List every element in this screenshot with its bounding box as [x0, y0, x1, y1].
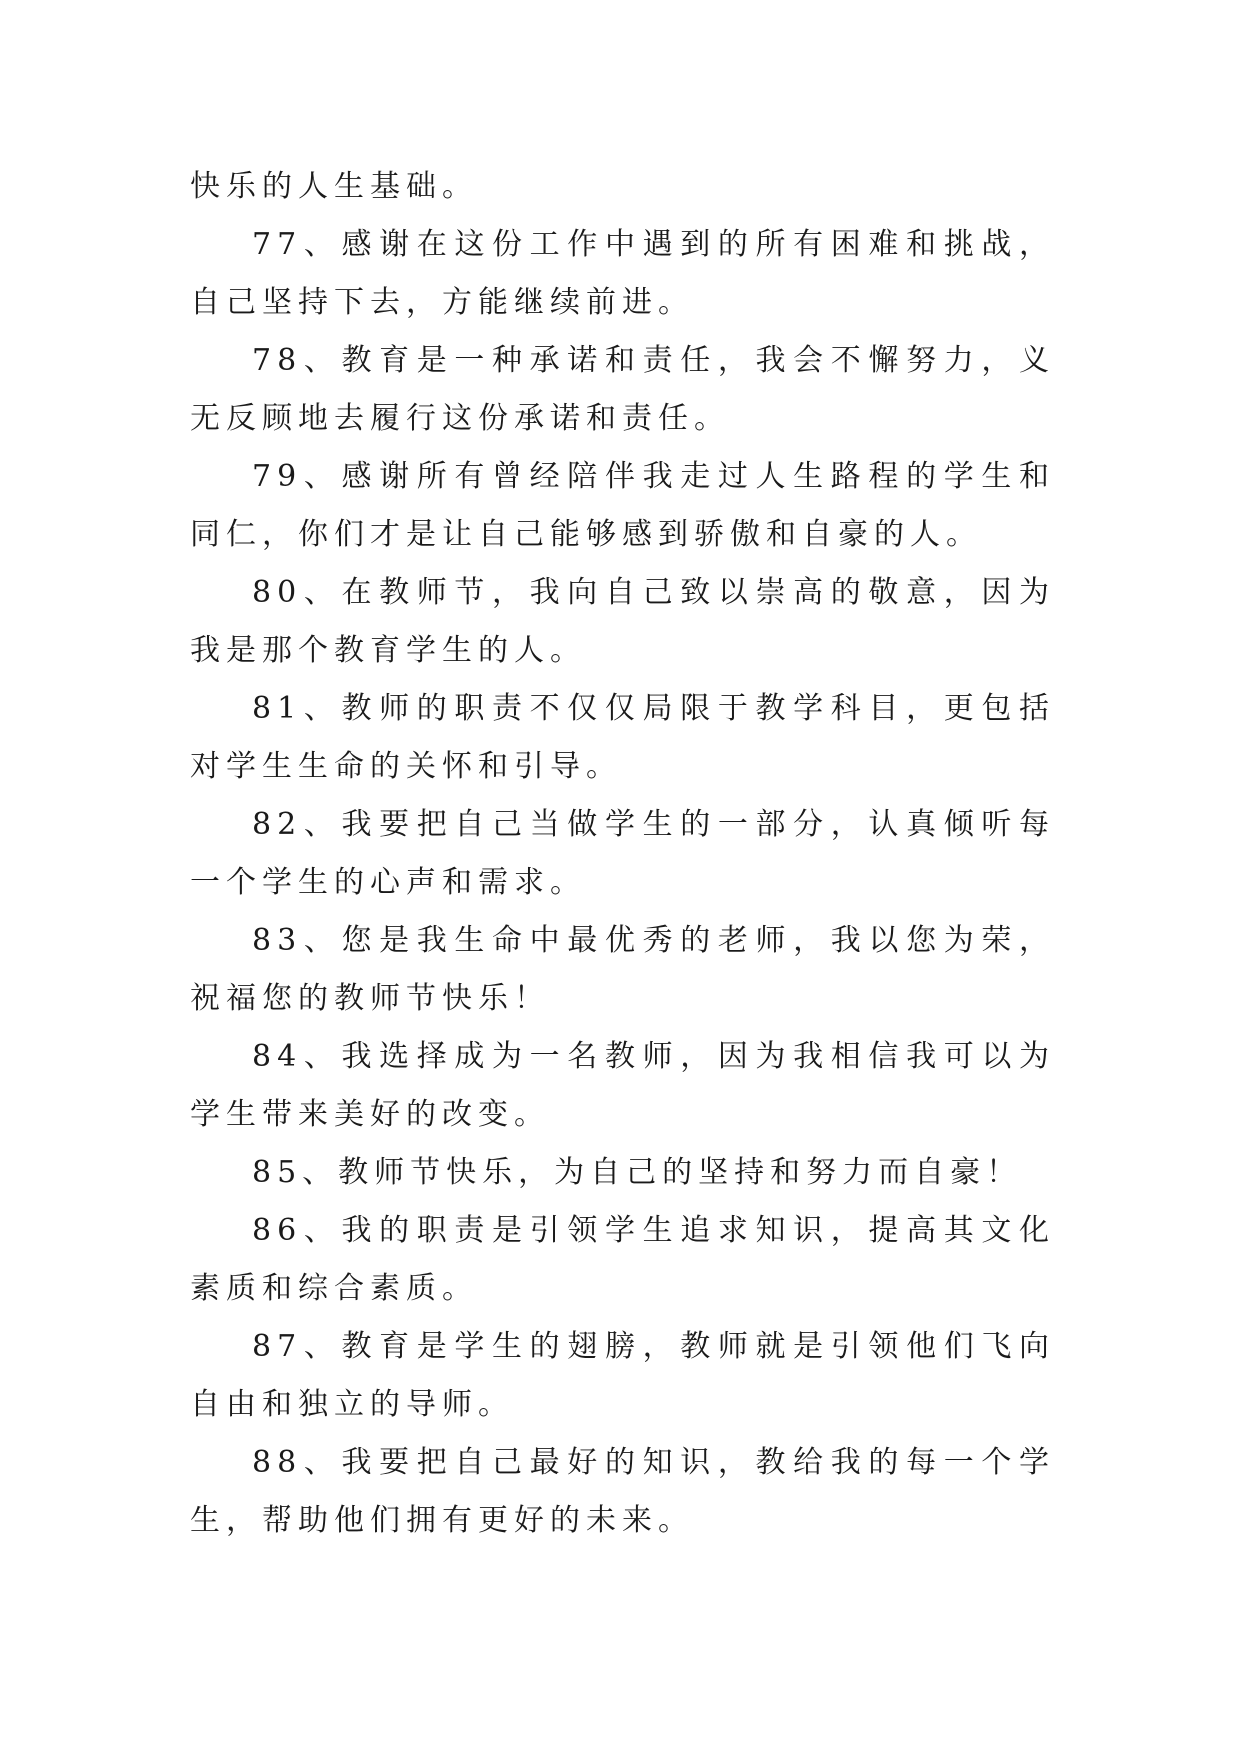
paragraph-81: 81、教师的职责不仅仅局限于教学科目，更包括对学生生命的关怀和引导。 — [190, 691, 1055, 784]
paragraph-77: 77、感谢在这份工作中遇到的所有困难和挑战，自己坚持下去，方能继续前进。 — [190, 227, 1055, 320]
paragraph-continuation: 快乐的人生基础。 — [190, 169, 478, 204]
paragraph-78: 78、教育是一种承诺和责任，我会不懈努力，义无反顾地去履行这份承诺和责任。 — [190, 343, 1055, 436]
document-body — [190, 158, 1055, 1550]
paragraph-80: 80、在教师节，我向自己致以崇高的敬意，因为我是那个教育学生的人。 — [190, 575, 1055, 668]
paragraph-85: 85、教师节快乐，为自己的坚持和努力而自豪！ — [252, 1155, 1023, 1190]
paragraph-87: 87、教育是学生的翅膀，教师就是引领他们飞向自由和独立的导师。 — [190, 1329, 1055, 1422]
paragraph-83: 83、您是我生命中最优秀的老师，我以您为荣，祝福您的教师节快乐！ — [190, 923, 1055, 1016]
paragraph-88: 88、我要把自己最好的知识，教给我的每一个学生，帮助他们拥有更好的未来。 — [190, 1445, 1055, 1538]
paragraph-86: 86、我的职责是引领学生追求知识，提高其文化素质和综合素质。 — [190, 1213, 1055, 1306]
paragraph-79: 79、感谢所有曾经陪伴我走过人生路程的学生和同仁，你们才是让自己能够感到骄傲和自豪的人。 — [190, 459, 1055, 552]
paragraph-84: 84、我选择成为一名教师，因为我相信我可以为学生带来美好的改变。 — [190, 1039, 1055, 1132]
paragraph-82: 82、我要把自己当做学生的一部分，认真倾听每一个学生的心声和需求。 — [190, 807, 1055, 900]
